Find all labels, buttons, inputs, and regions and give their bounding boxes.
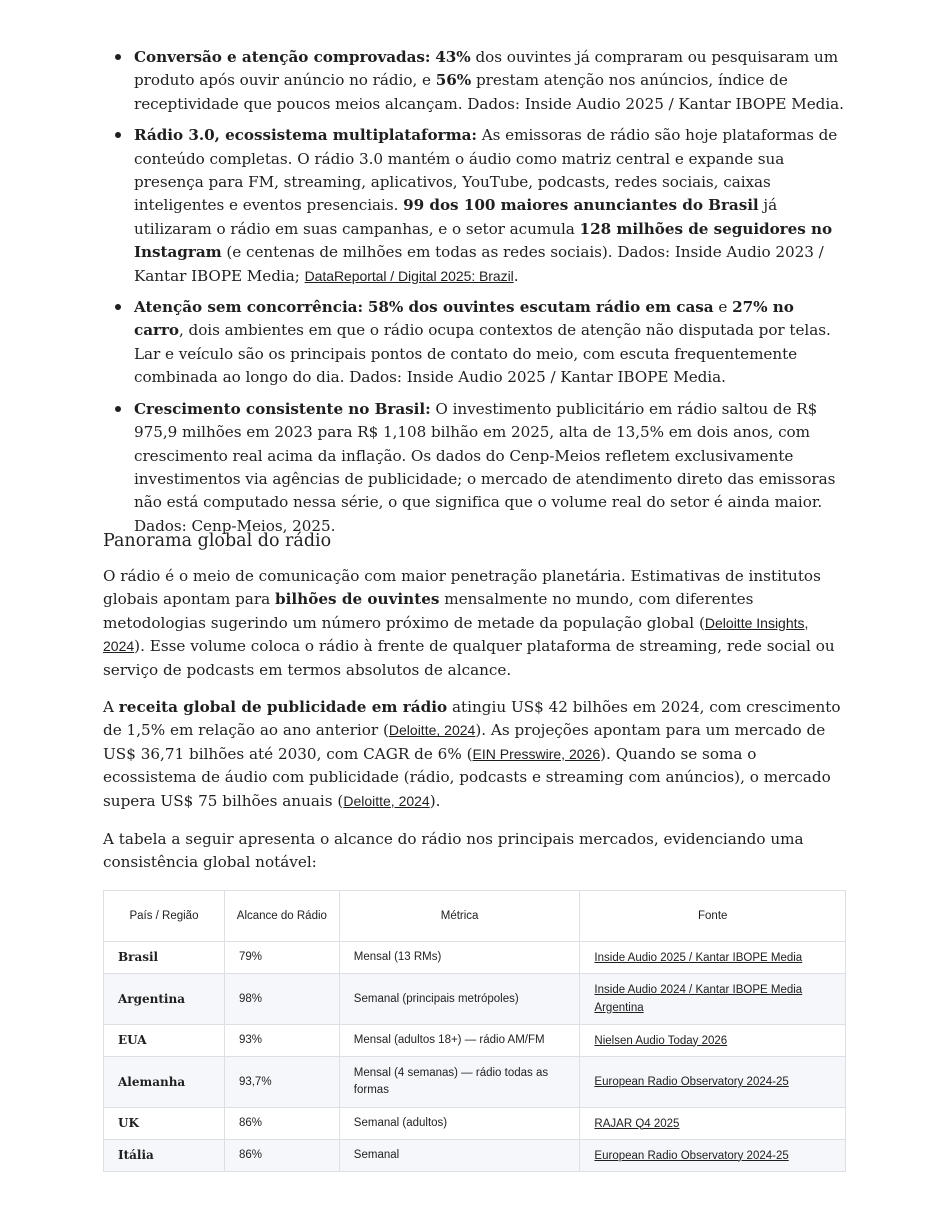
cell-reach: 93% bbox=[224, 1025, 339, 1057]
header-source: Fonte bbox=[580, 891, 846, 942]
source-link[interactable]: RAJAR Q4 2025 bbox=[594, 1117, 680, 1130]
list-item: Rádio 3.0, ecossistema multiplataforma: As emissoras de rádio são hoje plataformas de conteúdo completas. O rádio 3.0 mantém o áudio como matriz central e expande sua presença para FM, streaming, aplicativos, YouTube, podcasts, redes sociais, caixas inteligentes e eventos presenciais. 99 dos 100 maiores anunciantes do Brasil já utilizaram o rádio em suas campanhas, e o setor acumula 128 milhões de seguidores no Instagram (e centenas de milhões em todas as redes sociais). Dados: Inside Audio 2023 / Kantar IBOPE Media; DataReportal / Digital 2025: Brazil. bbox=[103, 124, 848, 288]
bullet-dot bbox=[115, 132, 121, 138]
cell-source bbox=[580, 1108, 846, 1140]
cell-metric: Mensal (4 semanas) — rádio todas as formas bbox=[339, 1057, 580, 1108]
cell-metric: Mensal (adultos 18+) — rádio AM/FM bbox=[339, 1025, 580, 1057]
cell-reach: 79% bbox=[224, 942, 339, 974]
deloitte-insights-link[interactable]: Deloitte Insights, 2024 bbox=[103, 614, 809, 655]
cell-metric: Mensal (13 RMs) bbox=[339, 942, 580, 974]
header-reach: Alcance do Rádio bbox=[224, 891, 339, 942]
highlights-list bbox=[103, 46, 848, 546]
cell-reach: 86% bbox=[224, 1108, 339, 1140]
cell-country: Itália bbox=[104, 1140, 225, 1172]
cell-country: Argentina bbox=[104, 974, 225, 1025]
cell-reach: 86% bbox=[224, 1140, 339, 1172]
cell-reach: 98% bbox=[224, 974, 339, 1025]
table-row bbox=[104, 1057, 846, 1108]
paragraph-global-reach: O rádio é o meio de comunicação com maior penetração planetária. Estimativas de institutos globais apontam para bilhões de ouvintes mensalmente no mundo, com diferentes metodologias sugerindo um número próximo de metade da população global (Deloitte Insights, 2024). Esse volume coloca o rádio à frente de qualquer plataforma de streaming, rede social ou serviço de podcasts em termos absolutos de alcance. bbox=[103, 567, 835, 679]
table-header-row bbox=[104, 891, 846, 942]
cell-country: Brasil bbox=[104, 942, 225, 974]
table-row bbox=[104, 1108, 846, 1140]
cell-source bbox=[580, 1025, 846, 1057]
list-item: Atenção sem concorrência: 58% dos ouvintes escutam rádio em casa e 27% no carro, dois ambientes em que o rádio ocupa contextos de atenção não disputada por telas. Lar e veículo são os principais pontos de contato do meio, com escuta frequentemente combinada ao longo do dia. Dados: Inside Audio 2025 / Kantar IBOPE Media. bbox=[103, 296, 848, 390]
cell-country: Alemanha bbox=[104, 1057, 225, 1108]
source-link[interactable]: European Radio Observatory 2024-25 bbox=[594, 1149, 789, 1162]
cell-metric: Semanal (adultos) bbox=[339, 1108, 580, 1140]
source-link[interactable]: European Radio Observatory 2024-25 bbox=[594, 1076, 789, 1088]
radio-reach-table bbox=[103, 890, 846, 1172]
section-title: Panorama global do rádio bbox=[103, 531, 332, 551]
cell-metric: Semanal bbox=[339, 1140, 580, 1172]
cell-reach: 93,7% bbox=[224, 1057, 339, 1108]
table-row bbox=[104, 942, 846, 974]
bullet-lead: Rádio 3.0, ecossistema multiplataforma: bbox=[134, 126, 477, 145]
cell-source bbox=[580, 974, 846, 1025]
paragraph-ad-revenue: A receita global de publicidade em rádio atingiu US$ 42 bilhões em 2024, com crescimento de 1,5% em relação ao ano anterior (Deloitte, 2024). As projeções apontam para um mercado de US$ 36,71 bilhões até 2030, com CAGR de 6% (EIN Presswire, 2026). Quando se soma o ecossistema de áudio com publicidade (rádio, podcasts e streaming com anúncios), o mercado supera US$ 75 bilhões anuais (Deloitte, 2024). bbox=[103, 698, 841, 810]
bullet-dot bbox=[115, 304, 121, 310]
deloitte-link[interactable]: Deloitte, 2024 bbox=[388, 722, 476, 739]
datareportal-link[interactable]: DataReportal / Digital 2025: Brazil bbox=[304, 267, 514, 284]
bullet-lead: Atenção sem concorrência: bbox=[134, 298, 364, 317]
list-item: Crescimento consistente no Brasil: O investimento publicitário em rádio saltou de R$ 975,9 milhões em 2023 para R$ 1,108 bilhão em 2025, alta de 13,5% em dois anos, com crescimento real acima da inflação. Os dados do Cenp-Meios refletem exclusivamente investimentos via agências de publicidade; o mercado de atendimento direto das emissoras não está computado nessa série, o que significa que o volume real do setor é ainda maior. Dados: Cenp-Meios, 2025. bbox=[103, 398, 848, 538]
source-link[interactable]: Nielsen Audio Today 2026 bbox=[594, 1034, 728, 1047]
table-row bbox=[104, 1140, 846, 1172]
bullet-dot bbox=[115, 406, 121, 412]
source-link[interactable]: Inside Audio 2024 / Kantar IBOPE Media Argentina bbox=[594, 984, 803, 1014]
source-link[interactable]: Inside Audio 2025 / Kantar IBOPE Media bbox=[594, 951, 803, 964]
bullet-lead: Conversão e atenção comprovadas: bbox=[134, 48, 431, 66]
header-metric: Métrica bbox=[339, 891, 580, 942]
header-country: País / Região bbox=[104, 891, 225, 942]
cell-source bbox=[580, 1140, 846, 1172]
table-row bbox=[104, 1025, 846, 1057]
bullet-lead: Crescimento consistente no Brasil: bbox=[134, 399, 431, 418]
table-row bbox=[104, 974, 846, 1025]
paragraph-table-intro: A tabela a seguir apresenta o alcance do rádio nos principais mercados, evidenciando uma consistência global notável: bbox=[103, 830, 804, 872]
cell-country: EUA bbox=[104, 1025, 225, 1057]
cell-source bbox=[580, 1057, 846, 1108]
deloitte-link[interactable]: Deloitte, 2024 bbox=[343, 792, 430, 809]
cell-metric: Semanal (principais metrópoles) bbox=[339, 974, 580, 1025]
cell-country: UK bbox=[104, 1108, 225, 1140]
bullet-dot bbox=[115, 54, 121, 60]
cell-source bbox=[580, 942, 846, 974]
list-item: Conversão e atenção comprovadas: 43% dos ouvintes já compraram ou pesquisaram um produto após ouvir anúncio no rádio, e 56% prestam atenção nos anúncios, índice de receptividade que poucos meios alcançam. Dados: Inside Audio 2025 / Kantar IBOPE Media. bbox=[103, 46, 848, 116]
ein-presswire-link[interactable]: EIN Presswire, 2026 bbox=[472, 745, 601, 762]
